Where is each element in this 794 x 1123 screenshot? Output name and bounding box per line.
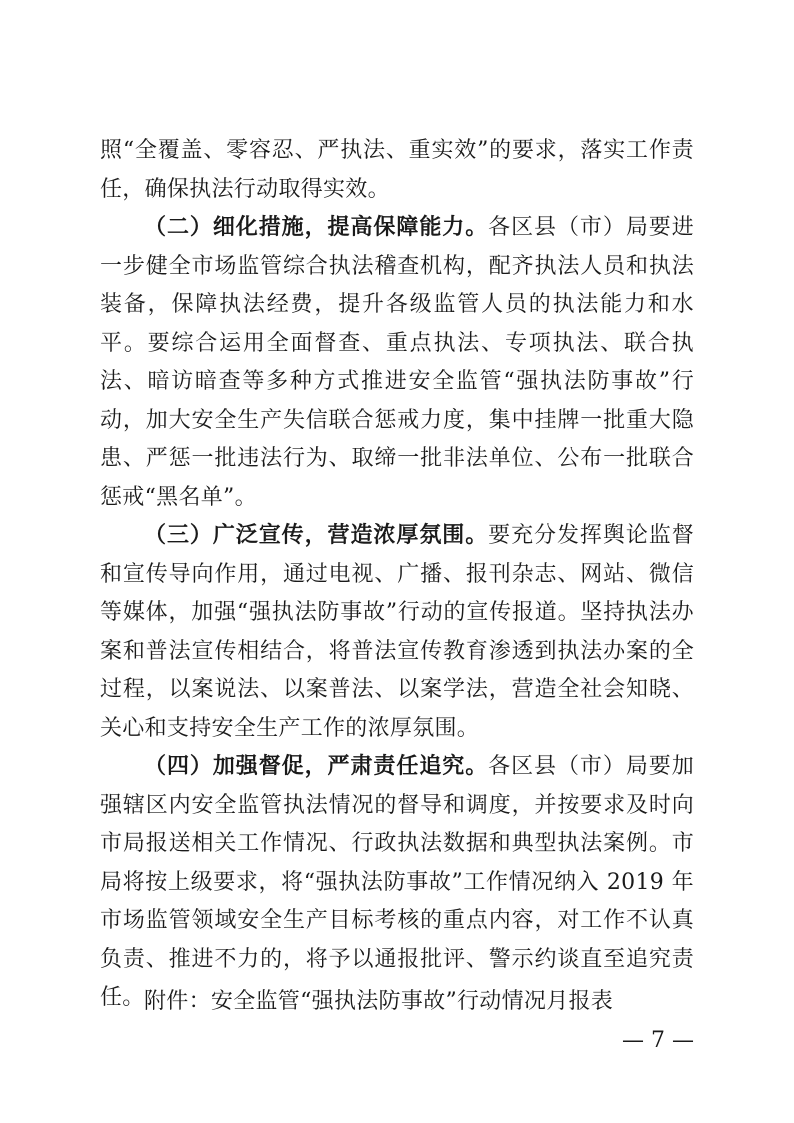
page-number: — 7 — xyxy=(622,1028,694,1053)
section-heading: （四）加强督促，严肃责任追究。 xyxy=(144,754,489,779)
attachment-note: 附件：安全监管“强执法防事故”行动情况月报表 xyxy=(144,989,614,1014)
paragraph-text: 要充分发挥舆论监督和宣传导向作用，通过电视、广播、报刊杂志、网站、微信等媒体，加强“强执法防事故”行动的宣传报道。坚持执法办案和普法宣传相结合，将普法宣传教育渗透到执法办案的全过程，以案说法、以案普法、以案学法，营造全社会知晓、关心和支持安全生产工作的浓厚氛围。 xyxy=(100,523,694,741)
paragraph-text: 各区县（市）局要进一步健全市场监管综合执法稽查机构，配齐执法人员和执法装备，保障执法经费，提升各级监管人员的执法能力和水平。要综合运用全面督查、重点执法、专项执法、联合执法、暗访暗查等多种方式推进安全监管“强执法防事故”行动，加大安全生产失信联合惩戒力度，集中挂牌一批重大隐患、严惩一批违法行为、取缔一批非法单位、公布一批联合惩戒“黑名单”。 xyxy=(100,215,694,510)
section-heading: （二）细化措施，提高保障能力。 xyxy=(144,215,489,240)
paragraph-section-2 xyxy=(100,209,694,517)
section-heading: （三）广泛宣传，营造浓厚氛围。 xyxy=(144,523,489,548)
body-text xyxy=(100,132,694,1018)
paragraph-section-4 xyxy=(100,748,694,1018)
paragraph-continuation xyxy=(100,132,694,209)
paragraph-section-3 xyxy=(100,517,694,748)
paragraph-text: 照“全覆盖、零容忍、严执法、重实效”的要求，落实工作责任，确保执法行动取得实效。 xyxy=(100,138,694,202)
paragraph-text: 各区县（市）局要加强辖区内安全监管执法情况的督导和调度，并按要求及时向市局报送相关工作情况、行政执法数据和典型执法案例。市局将按上级要求，将“强执法防事故”工作情况纳入 2019 年市场监管领域安全生产目标考核的重点内容，对工作不认真负责、推进不力的，将予以通报批评、警示约谈直至追究责任。 xyxy=(100,754,694,1010)
